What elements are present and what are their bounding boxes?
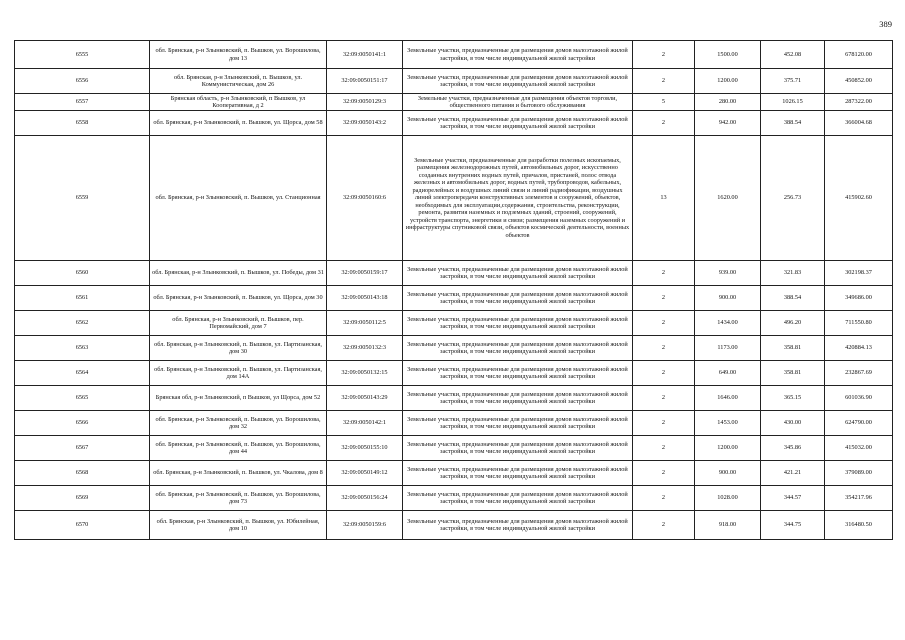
area-cell: 1173.00 bbox=[695, 336, 761, 361]
address-cell: обл. Брянская, р-н Злынковский, п. Вышков, ул. Победы, дом 31 bbox=[150, 261, 327, 286]
row-number-cell: 6560 bbox=[15, 261, 150, 286]
cadastral-number-cell: 32:09:0050143:18 bbox=[327, 286, 403, 311]
cost-cell: 354217.96 bbox=[825, 486, 893, 511]
row-number-cell: 6561 bbox=[15, 286, 150, 311]
address-cell: обл. Брянская, р-н Злынковский, п. Вышков, ул. Коммунистическая, дом 26 bbox=[150, 69, 327, 94]
purpose-cell: Земельные участки, предназначенные для размещения домов малоэтажной жилой застройки, в том числе индивидуальной жилой застройки bbox=[403, 69, 633, 94]
cadastral-number-cell: 32:09:0050142:1 bbox=[327, 411, 403, 436]
area-cell: 942.00 bbox=[695, 111, 761, 136]
address-cell: обл. Брянская, р-н Злынковский, п. Вышков, ул. Станционная bbox=[150, 136, 327, 261]
address-cell: обл. Брянская, р-н Злынковский, п. Вышков, ул. Ворошилова, дом 44 bbox=[150, 436, 327, 461]
cadastral-number-cell: 32:09:0050156:24 bbox=[327, 486, 403, 511]
purpose-cell: Земельные участки, предназначенные для размещения домов малоэтажной жилой застройки, в том числе индивидуальной жилой застройки bbox=[403, 511, 633, 540]
cost-cell: 316480.50 bbox=[825, 511, 893, 540]
purpose-cell: Земельные участки, предназначенные для размещения домов малоэтажной жилой застройки, в том числе индивидуальной жилой застройки bbox=[403, 436, 633, 461]
cost-cell: 349686.00 bbox=[825, 286, 893, 311]
cost-cell: 415032.00 bbox=[825, 436, 893, 461]
group-cell: 13 bbox=[633, 136, 695, 261]
row-number-cell: 6556 bbox=[15, 69, 150, 94]
group-cell: 2 bbox=[633, 411, 695, 436]
table-row bbox=[15, 261, 893, 286]
rate-cell: 365.15 bbox=[761, 386, 825, 411]
cadastral-number-cell: 32:09:0050129:3 bbox=[327, 94, 403, 111]
area-cell: 1620.00 bbox=[695, 136, 761, 261]
rate-cell: 345.86 bbox=[761, 436, 825, 461]
cost-cell: 379089.00 bbox=[825, 461, 893, 486]
row-number-cell: 6570 bbox=[15, 511, 150, 540]
address-cell: обл. Брянская, р-н Злынковский, п. Вышков, ул. Ворошилова, дом 73 bbox=[150, 486, 327, 511]
cadastral-number-cell: 32:09:0050143:2 bbox=[327, 111, 403, 136]
group-cell: 2 bbox=[633, 41, 695, 69]
group-cell: 2 bbox=[633, 511, 695, 540]
cadastral-number-cell: 32:09:0050160:6 bbox=[327, 136, 403, 261]
purpose-cell: Земельные участки, предназначенные для размещения домов малоэтажной жилой застройки, в том числе индивидуальной жилой застройки bbox=[403, 41, 633, 69]
table-row bbox=[15, 386, 893, 411]
rate-cell: 1026.15 bbox=[761, 94, 825, 111]
address-cell: обл. Брянская, р-н Злынковский, п. Вышков, ул. Ворошилова, дом 13 bbox=[150, 41, 327, 69]
address-cell: обл. Брянская, р-н Злынковский, п. Вышков, ул. Чкалова, дом 8 bbox=[150, 461, 327, 486]
address-cell: обл. Брянская, р-н Злынковский, п. Вышков, пер. Первомайский, дом 7 bbox=[150, 311, 327, 336]
land-plots-table bbox=[14, 40, 893, 540]
page-number: 389 bbox=[879, 19, 892, 29]
rate-cell: 358.81 bbox=[761, 361, 825, 386]
table-row bbox=[15, 361, 893, 386]
purpose-cell: Земельные участки, предназначенные для размещения объектов торговли, общественного питания и бытового обслуживания bbox=[403, 94, 633, 111]
rate-cell: 358.81 bbox=[761, 336, 825, 361]
table-row bbox=[15, 136, 893, 261]
rate-cell: 388.54 bbox=[761, 111, 825, 136]
group-cell: 2 bbox=[633, 486, 695, 511]
area-cell: 1453.00 bbox=[695, 411, 761, 436]
rate-cell: 388.54 bbox=[761, 286, 825, 311]
cadastral-number-cell: 32:09:0050112:5 bbox=[327, 311, 403, 336]
area-cell: 918.00 bbox=[695, 511, 761, 540]
address-cell: обл. Брянская, р-н Злынковский, п. Вышков, ул. Щорса, дом 58 bbox=[150, 111, 327, 136]
area-cell: 1434.00 bbox=[695, 311, 761, 336]
address-cell: обл. Брянская, р-н Злынковский, п. Вышков, ул. Партизанская, дом 30 bbox=[150, 336, 327, 361]
row-number-cell: 6559 bbox=[15, 136, 150, 261]
group-cell: 2 bbox=[633, 261, 695, 286]
group-cell: 2 bbox=[633, 69, 695, 94]
table-row bbox=[15, 311, 893, 336]
cadastral-number-cell: 32:09:0050159:6 bbox=[327, 511, 403, 540]
rate-cell: 375.71 bbox=[761, 69, 825, 94]
address-cell: обл. Брянская, р-н Злынковский, п. Вышков, ул. Юбилейная, дом 10 bbox=[150, 511, 327, 540]
cost-cell: 415902.60 bbox=[825, 136, 893, 261]
row-number-cell: 6566 bbox=[15, 411, 150, 436]
purpose-cell: Земельные участки, предназначенные для размещения домов малоэтажной жилой застройки, в том числе индивидуальной жилой застройки bbox=[403, 111, 633, 136]
area-cell: 1646.00 bbox=[695, 386, 761, 411]
cadastral-number-cell: 32:09:0050155:10 bbox=[327, 436, 403, 461]
table-body bbox=[15, 41, 893, 540]
cadastral-number-cell: 32:09:0050143:29 bbox=[327, 386, 403, 411]
purpose-cell: Земельные участки, предназначенные для размещения домов малоэтажной жилой застройки, в том числе индивидуальной жилой застройки bbox=[403, 486, 633, 511]
rate-cell: 344.75 bbox=[761, 511, 825, 540]
row-number-cell: 6555 bbox=[15, 41, 150, 69]
cost-cell: 450852.00 bbox=[825, 69, 893, 94]
area-cell: 1028.00 bbox=[695, 486, 761, 511]
table-row bbox=[15, 511, 893, 540]
group-cell: 2 bbox=[633, 361, 695, 386]
table-row bbox=[15, 436, 893, 461]
cost-cell: 302198.37 bbox=[825, 261, 893, 286]
group-cell: 2 bbox=[633, 286, 695, 311]
cost-cell: 678120.00 bbox=[825, 41, 893, 69]
rate-cell: 421.21 bbox=[761, 461, 825, 486]
cost-cell: 420884.13 bbox=[825, 336, 893, 361]
cost-cell: 624790.00 bbox=[825, 411, 893, 436]
address-cell: обл. Брянская, р-н Злынковский, п. Вышков, ул. Партизанская, дом 14А bbox=[150, 361, 327, 386]
table-row bbox=[15, 461, 893, 486]
row-number-cell: 6557 bbox=[15, 94, 150, 111]
address-cell: Брянская область, р-н Злынковский, п Вышков, ул Кооперативная, д 2 bbox=[150, 94, 327, 111]
table-row bbox=[15, 286, 893, 311]
area-cell: 1200.00 bbox=[695, 69, 761, 94]
cost-cell: 601036.90 bbox=[825, 386, 893, 411]
cost-cell: 232867.69 bbox=[825, 361, 893, 386]
area-cell: 649.00 bbox=[695, 361, 761, 386]
cost-cell: 711550.80 bbox=[825, 311, 893, 336]
group-cell: 2 bbox=[633, 111, 695, 136]
rate-cell: 430.00 bbox=[761, 411, 825, 436]
cadastral-number-cell: 32:09:0050151:17 bbox=[327, 69, 403, 94]
row-number-cell: 6562 bbox=[15, 311, 150, 336]
group-cell: 5 bbox=[633, 94, 695, 111]
group-cell: 2 bbox=[633, 461, 695, 486]
group-cell: 2 bbox=[633, 311, 695, 336]
row-number-cell: 6558 bbox=[15, 111, 150, 136]
area-cell: 900.00 bbox=[695, 461, 761, 486]
row-number-cell: 6567 bbox=[15, 436, 150, 461]
rate-cell: 496.20 bbox=[761, 311, 825, 336]
purpose-cell: Земельные участки, предназначенные для разработки полезных ископаемых, размещения железнодорожных путей, автомобильных дорог, искусственно созданных внутренних водных путей, причалов, пристаней, полос отвода железных и автомобильных дорог, водных путей, трубопроводов, кабельных, радиорелейных и воздушных линий связи и линий радиофикации, воздушных линий электропередачи конструктивных элементов и сооружений, объектов, необходимых для эксплуатации,содержания, строительства, реконструкции, ремонта, развития наземных и подземных зданий, строений, сооружений, устройств транспорта, энергетики и связи; размещения наземных сооружений и инфраструктуры спутниковой связи, объектов космической деятельности, военных объектов bbox=[403, 136, 633, 261]
area-cell: 900.00 bbox=[695, 286, 761, 311]
cost-cell: 366004.68 bbox=[825, 111, 893, 136]
cadastral-number-cell: 32:09:0050132:3 bbox=[327, 336, 403, 361]
cadastral-number-cell: 32:09:0050159:17 bbox=[327, 261, 403, 286]
cadastral-number-cell: 32:09:0050132:15 bbox=[327, 361, 403, 386]
purpose-cell: Земельные участки, предназначенные для размещения домов малоэтажной жилой застройки, в том числе индивидуальной жилой застройки bbox=[403, 311, 633, 336]
cadastral-number-cell: 32:09:0050141:1 bbox=[327, 41, 403, 69]
table-row bbox=[15, 336, 893, 361]
row-number-cell: 6563 bbox=[15, 336, 150, 361]
row-number-cell: 6565 bbox=[15, 386, 150, 411]
row-number-cell: 6564 bbox=[15, 361, 150, 386]
rate-cell: 452.08 bbox=[761, 41, 825, 69]
purpose-cell: Земельные участки, предназначенные для размещения домов малоэтажной жилой застройки, в том числе индивидуальной жилой застройки bbox=[403, 261, 633, 286]
rate-cell: 321.83 bbox=[761, 261, 825, 286]
table-row bbox=[15, 94, 893, 111]
area-cell: 1500.00 bbox=[695, 41, 761, 69]
cost-cell: 287322.00 bbox=[825, 94, 893, 111]
row-number-cell: 6569 bbox=[15, 486, 150, 511]
group-cell: 2 bbox=[633, 436, 695, 461]
group-cell: 2 bbox=[633, 386, 695, 411]
table-row bbox=[15, 69, 893, 94]
area-cell: 280.00 bbox=[695, 94, 761, 111]
purpose-cell: Земельные участки, предназначенные для размещения домов малоэтажной жилой застройки, в том числе индивидуальной жилой застройки bbox=[403, 461, 633, 486]
purpose-cell: Земельные участки, предназначенные для размещения домов малоэтажной жилой застройки, в том числе индивидуальной жилой застройки bbox=[403, 411, 633, 436]
table-row bbox=[15, 41, 893, 69]
cadastral-number-cell: 32:09:0050149:12 bbox=[327, 461, 403, 486]
rate-cell: 344.57 bbox=[761, 486, 825, 511]
table-row bbox=[15, 111, 893, 136]
address-cell: Брянская обл, р-н Злынковский, п Вышков, ул Щорса, дом 52 bbox=[150, 386, 327, 411]
address-cell: обл. Брянская, р-н Злынковский, п. Вышков, ул. Ворошилова, дом 32 bbox=[150, 411, 327, 436]
area-cell: 1200.00 bbox=[695, 436, 761, 461]
address-cell: обл. Брянская, р-н Злынковский, п. Вышков, ул. Щорса, дом 30 bbox=[150, 286, 327, 311]
group-cell: 2 bbox=[633, 336, 695, 361]
table-row bbox=[15, 486, 893, 511]
purpose-cell: Земельные участки, предназначенные для размещения домов малоэтажной жилой застройки, в том числе индивидуальной жилой застройки bbox=[403, 361, 633, 386]
row-number-cell: 6568 bbox=[15, 461, 150, 486]
table-row bbox=[15, 411, 893, 436]
area-cell: 939.00 bbox=[695, 261, 761, 286]
purpose-cell: Земельные участки, предназначенные для размещения домов малоэтажной жилой застройки, в том числе индивидуальной жилой застройки bbox=[403, 336, 633, 361]
purpose-cell: Земельные участки, предназначенные для размещения домов малоэтажной жилой застройки, в том числе индивидуальной жилой застройки bbox=[403, 386, 633, 411]
purpose-cell: Земельные участки, предназначенные для размещения домов малоэтажной жилой застройки, в том числе индивидуальной жилой застройки bbox=[403, 286, 633, 311]
rate-cell: 256.73 bbox=[761, 136, 825, 261]
